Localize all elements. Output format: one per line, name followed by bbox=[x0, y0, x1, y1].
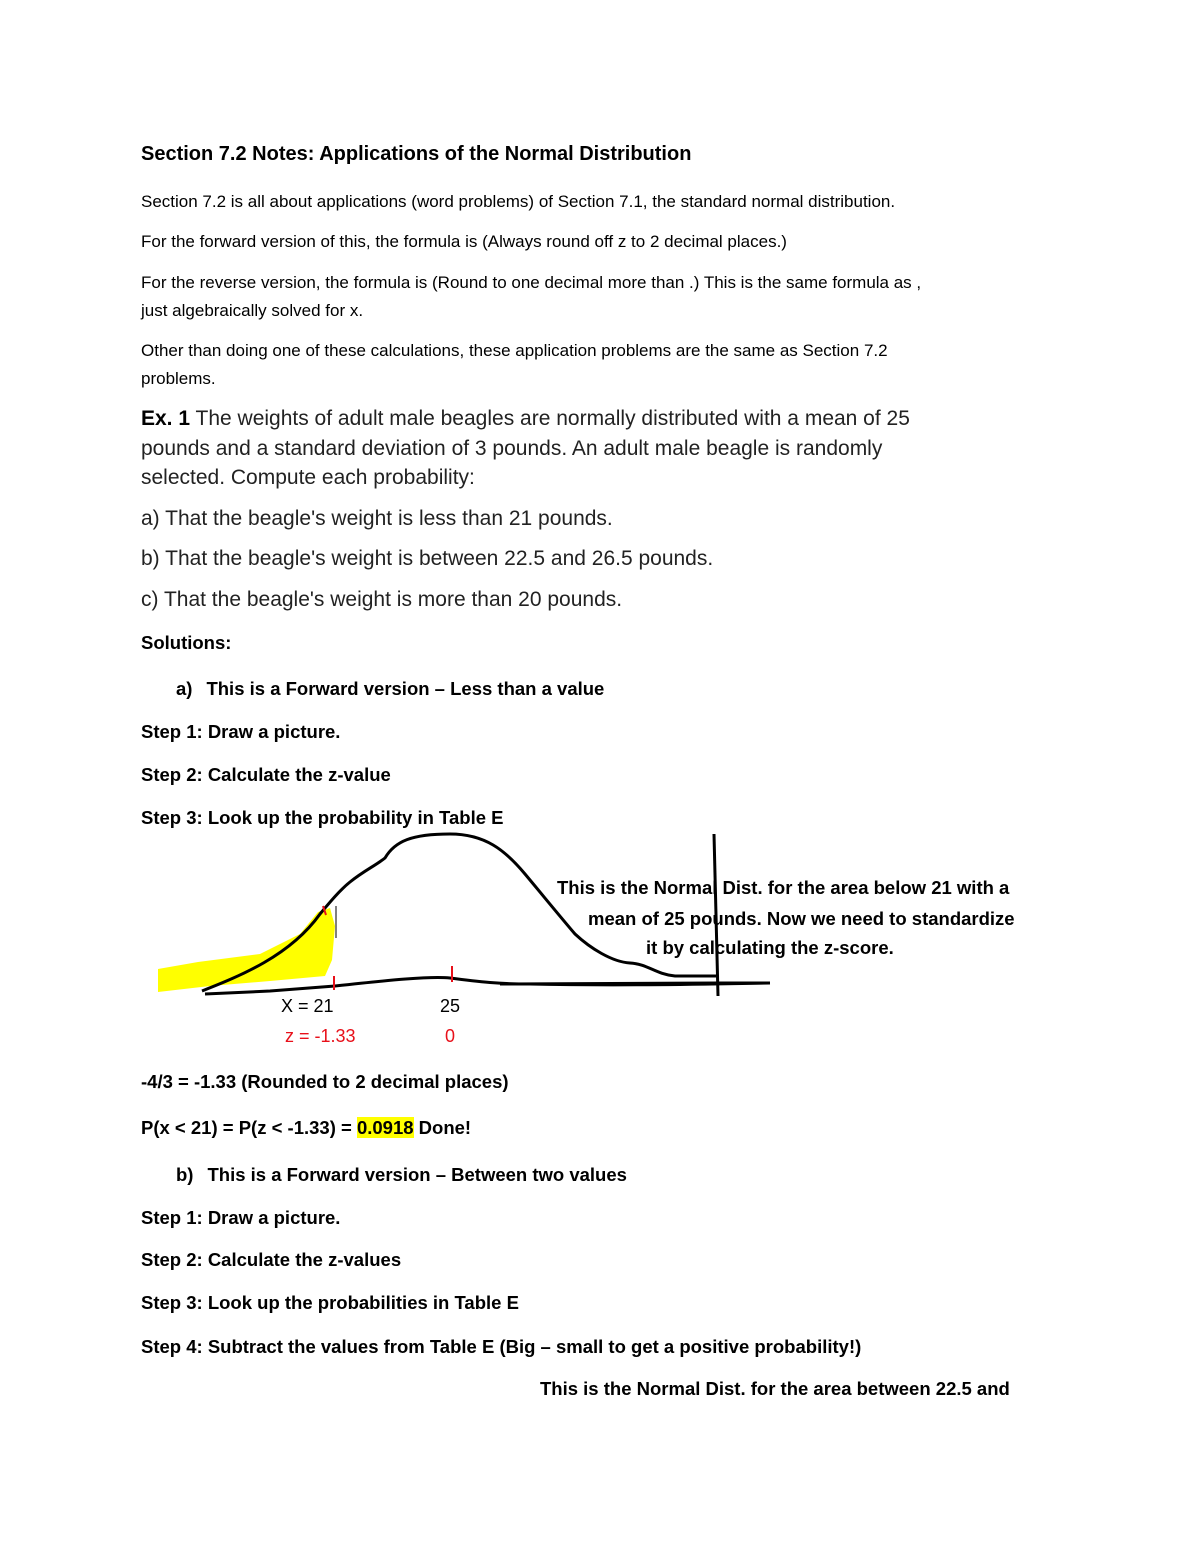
solution-a-heading bbox=[176, 678, 604, 700]
x-value-label: X = 21 bbox=[281, 996, 334, 1016]
probability-suffix: Done! bbox=[413, 1117, 472, 1138]
solution-a-probability bbox=[141, 1117, 471, 1139]
solution-b-marker: b) bbox=[176, 1164, 194, 1185]
example-line-3: selected. Compute each probability: bbox=[141, 466, 475, 489]
example-part-a: a) That the beagle's weight is less than 21 pounds. bbox=[141, 507, 613, 530]
example-part-c: c) That the beagle's weight is more than 20 pounds. bbox=[141, 588, 623, 611]
example-part-b: b) That the beagle's weight is between 22.5 and 26.5 pounds. bbox=[141, 547, 714, 570]
z-mean-label: 0 bbox=[445, 1026, 456, 1046]
solution-b-heading bbox=[176, 1164, 627, 1186]
normal-distribution-sketch bbox=[150, 826, 1060, 1056]
baseline-curve bbox=[205, 977, 770, 994]
baseline-right bbox=[500, 983, 718, 984]
solution-b-note: This is the Normal Dist. for the area between 22.5 and bbox=[540, 1378, 1010, 1399]
intro-line-3a: For the reverse version, the formula is (Round to one decimal more than .) This is the same formula as , bbox=[141, 273, 922, 292]
intro-line-1: Section 7.2 is all about applications (word problems) of Section 7.1, the standard normal distribution. bbox=[141, 192, 896, 211]
solution-b-step-2: Step 2: Calculate the z-values bbox=[141, 1249, 402, 1270]
solution-a-marker: a) bbox=[176, 678, 193, 699]
probability-prefix: P(x < 21) = P(z < -1.33) = bbox=[141, 1117, 357, 1138]
intro-line-4b: problems. bbox=[141, 369, 216, 388]
example-line-2: pounds and a standard deviation of 3 pounds. An adult male beagle is randomly bbox=[141, 437, 883, 460]
mean-label: 25 bbox=[440, 996, 461, 1016]
solution-b-step-1: Step 1: Draw a picture. bbox=[141, 1207, 341, 1228]
probability-value: 0.0918 bbox=[356, 1117, 414, 1138]
diagram-note-line-2: mean of 25 pounds. Now we need to standardize bbox=[588, 908, 1015, 929]
solution-a-calc: -4/3 = -1.33 (Rounded to 2 decimal places) bbox=[141, 1071, 509, 1092]
solution-a-title: This is a Forward version – Less than a value bbox=[206, 678, 605, 699]
diagram-note-line-1: This is the Normal Dist. for the area below 21 with a bbox=[557, 877, 1010, 898]
solution-a-step-3: Step 3: Look up the probability in Table E bbox=[141, 807, 504, 828]
example-line-1 bbox=[141, 407, 910, 431]
solution-a-step-1: Step 1: Draw a picture. bbox=[141, 721, 341, 742]
page-title: Section 7.2 Notes: Applications of the Normal Distribution bbox=[141, 143, 692, 165]
shaded-area bbox=[158, 908, 335, 992]
intro-line-3b: just algebraically solved for x. bbox=[141, 301, 364, 320]
solution-b-step-4: Step 4: Subtract the values from Table E (Big – small to get a positive probability!) bbox=[141, 1336, 862, 1357]
intro-line-2: For the forward version of this, the formula is (Always round off z to 2 decimal places.) bbox=[141, 232, 787, 251]
solution-a-step-2: Step 2: Calculate the z-value bbox=[141, 764, 391, 785]
example-label: Ex. 1 bbox=[141, 407, 191, 430]
example-text-1: The weights of adult male beagles are normally distributed with a mean of 25 bbox=[190, 407, 910, 430]
solution-b-step-3: Step 3: Look up the probabilities in Table E bbox=[141, 1292, 519, 1313]
solution-b-title: This is a Forward version – Between two values bbox=[207, 1164, 627, 1185]
solutions-heading: Solutions: bbox=[141, 632, 232, 653]
intro-line-4a: Other than doing one of these calculations, these application problems are the same as Section 7.2 bbox=[141, 341, 888, 360]
z-value-label: z = -1.33 bbox=[285, 1026, 356, 1046]
diagram-note-line-3: it by calculating the z-score. bbox=[646, 937, 894, 958]
